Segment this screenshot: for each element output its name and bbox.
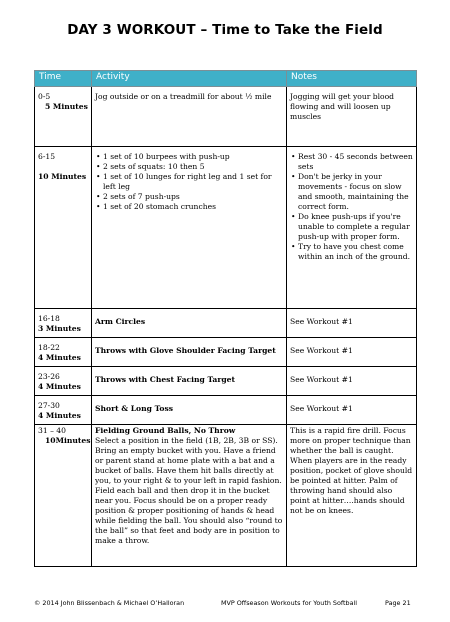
activity-cell bbox=[92, 425, 287, 567]
time-range: 0-5 bbox=[38, 92, 51, 101]
time-range: 23-26 bbox=[38, 372, 60, 382]
notes-cell: See Workout #1 bbox=[287, 396, 417, 425]
notes-cell: See Workout #1 bbox=[287, 338, 417, 367]
notes-cell: This is a rapid fire drill. Focus more on proper technique than whether the ball is caught. When players are in the ready position, pocket of glove should be pointed at hitter. Palm of throwing hand should also point at hitter….hands should not be on knees. bbox=[287, 425, 417, 567]
table-row bbox=[35, 338, 417, 367]
notes-cell bbox=[287, 147, 417, 309]
activity-heading: Fielding Ground Balls, No Throw bbox=[95, 426, 236, 436]
notes-cell: See Workout #1 bbox=[287, 309, 417, 338]
notes-cell: Jogging will get your blood flowing and will loosen up muscles bbox=[287, 87, 417, 147]
list-item: • Do knee push-ups if you're unable to complete a regular push-up with proper form. bbox=[298, 212, 413, 242]
footer-book-title: MVP Offseason Workouts for Youth Softball bbox=[221, 599, 358, 607]
duration: 4 Minutes bbox=[38, 382, 81, 392]
footer-page-number: Page 21 bbox=[385, 599, 411, 607]
table-header-row bbox=[35, 71, 417, 87]
activity-cell: Throws with Chest Facing Target bbox=[92, 367, 287, 396]
time-cell bbox=[35, 396, 92, 425]
exercise-list bbox=[95, 152, 283, 212]
list-item: • Rest 30 - 45 seconds between sets bbox=[298, 152, 413, 172]
table-row bbox=[35, 147, 417, 309]
page-title: DAY 3 WORKOUT – Time to Take the Field bbox=[67, 22, 383, 38]
time-cell bbox=[35, 87, 92, 147]
list-item: • 1 set of 10 lunges for right leg and 1 set for left leg bbox=[103, 172, 283, 192]
table-row bbox=[35, 367, 417, 396]
list-item: • 1 set of 20 stomach crunches bbox=[103, 202, 283, 212]
activity-cell bbox=[92, 147, 287, 309]
duration: 3 Minutes bbox=[38, 324, 81, 334]
duration: 10Minutes bbox=[45, 436, 91, 446]
workout-table bbox=[34, 70, 417, 567]
time-cell bbox=[35, 338, 92, 367]
duration: 4 Minutes bbox=[38, 353, 81, 363]
header-notes: Notes bbox=[287, 71, 417, 87]
list-item: • 2 sets of squats: 10 then 5 bbox=[103, 162, 283, 172]
time-range: 27-30 bbox=[38, 401, 60, 411]
activity-description: Select a position in the field (1B, 2B, 3B or SS). Bring an empty bucket with you. Have a friend or parent stand at home plate with a bat and a bucket of balls. Have them hit balls directly at you, to your right & to your left in rapid fashion. Field each ball and then drop it in the bucket near you. Focus should be on a proper ready position & proper positioning of hands & head while fielding the ball. You should also “round to the ball” so that feet and body are in position to make a throw. bbox=[95, 436, 283, 546]
duration: 4 Minutes bbox=[38, 411, 81, 421]
footer-copyright: © 2014 John Blissenbach & Michael O’Halloran bbox=[34, 599, 185, 607]
time-range: 31 – 40 bbox=[38, 426, 66, 436]
list-item: • Try to have you chest come within an inch of the ground. bbox=[298, 242, 413, 262]
time-cell bbox=[35, 309, 92, 338]
header-time: Time bbox=[35, 71, 92, 87]
time-range: 6-15 bbox=[38, 152, 56, 161]
activity-cell: Short & Long Toss bbox=[92, 396, 287, 425]
notes-cell: See Workout #1 bbox=[287, 367, 417, 396]
activity-cell: Jog outside or on a treadmill for about ½ mile bbox=[92, 87, 287, 147]
time-cell bbox=[35, 367, 92, 396]
list-item: • Don't be jerky in your movements - focus on slow and smooth, maintaining the correct form. bbox=[298, 172, 413, 212]
time-range: 16-18 bbox=[38, 314, 60, 323]
time-cell bbox=[35, 147, 92, 309]
table-row bbox=[35, 309, 417, 338]
duration: 10 Minutes bbox=[38, 172, 87, 182]
notes-list bbox=[290, 152, 413, 262]
time-cell bbox=[35, 425, 92, 567]
duration: 5 Minutes bbox=[45, 102, 88, 112]
activity-cell: Arm Circles bbox=[92, 309, 287, 338]
activity-cell: Throws with Glove Shoulder Facing Target bbox=[92, 338, 287, 367]
list-item: • 2 sets of 7 push-ups bbox=[103, 192, 283, 202]
time-range: 18-22 bbox=[38, 343, 60, 353]
table-row bbox=[35, 87, 417, 147]
list-item: • 1 set of 10 burpees with push-up bbox=[103, 152, 283, 162]
table-row bbox=[35, 425, 417, 567]
table-row bbox=[35, 396, 417, 425]
header-activity: Activity bbox=[92, 71, 287, 87]
